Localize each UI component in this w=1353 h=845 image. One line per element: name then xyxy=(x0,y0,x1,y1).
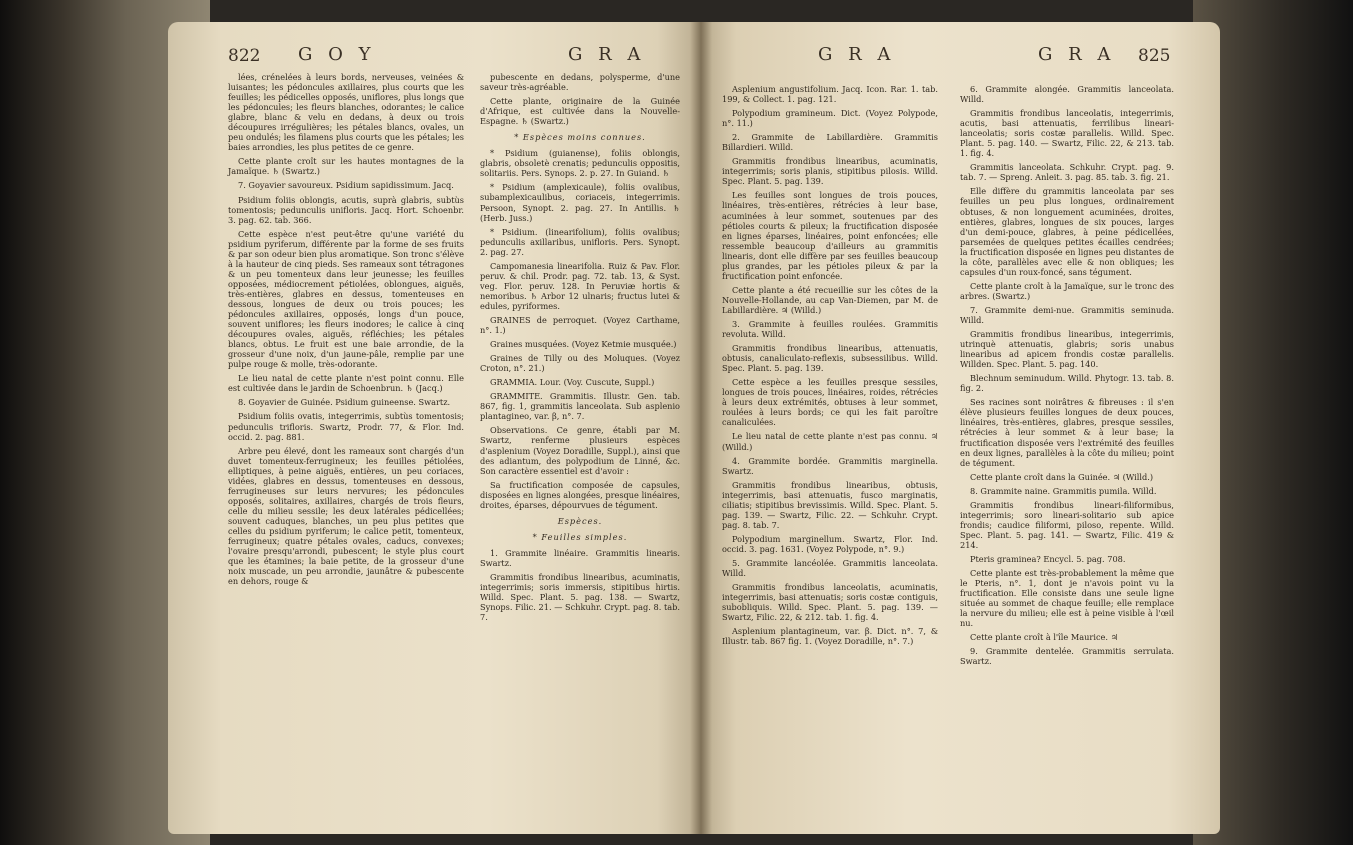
text-column-4 xyxy=(960,84,1174,824)
text-column-1 xyxy=(228,72,464,820)
paragraph: Grammitis frondibus lanceolatis, acuminatis, integerrimis, basi attenuatis; soris costæ contiguis, subobliquis. Willd. Spec. Plant. 5. pag. 139. — Swartz, Filic. 22, & 212. tab. 1. fig. 4. xyxy=(722,582,938,623)
paragraph: Les feuilles sont longues de trois pouces, linéaires, très-entières, rétrécies à leur base, acuminées à leur sommet, soutenues par des pétioles courts & pileux; la fructification disposée en lignes éparses, linéaires, point enfoncées; elle ressemble beaucoup d'ailleurs au grammitis linearis, dont elle diffère par ses feuilles beaucoup plus grandes, par les pétioles pileux & par la fructification point enfoncée. xyxy=(722,190,938,281)
paragraph: 8. Grammite naine. Grammitis pumila. Willd. xyxy=(970,485,1157,496)
paragraph: * Feuilles simples. xyxy=(532,531,628,542)
paragraph: Grammitis frondibus linearibus, acuminatis, integerrimis; soris immersis, stipitibus hirtis. Willd. Spec. Plant. 5. pag. 138. — Swartz, Synops. Filic. 21. — Schkuhr. Crypt. pag. 8. tab. 7. xyxy=(480,571,680,623)
paragraph: GRAMMIA. Lour. (Voy. Cuscute, Suppl.) xyxy=(490,377,655,388)
paragraph: * Psidium (guianense), foliis oblongis, glabris, obsoletè crenatis; pedunculis oppositis, solitariis. Pers. Synops. 2. p. 27. In Guiand. ♄ xyxy=(480,148,680,179)
paragraph: Asplenium angustifolium. Jacq. Icon. Rar. 1. tab. 199, & Collect. 1. pag. 121. xyxy=(722,84,938,105)
paragraph: GRAMMITE. Grammitis. Illustr. Gen. tab. 867, fig. 1, grammitis lanceolata. Sub asplenio plantagineo, var. β, n°. 7. xyxy=(480,391,680,422)
paragraph: Grammitis frondibus linearibus, obtusis, integerrimis, basi attenuatis, fusco marginatis, ciliatis; stipitibus brevissimis. Willd. Spec. Plant. 5. pag. 139. — Swartz, Filic. 22. — Schkuhr. Crypt. pag. 8. tab. 7. xyxy=(722,479,938,530)
paragraph: 1. Grammite linéaire. Grammitis linearis. Swartz. xyxy=(480,547,680,568)
paragraph: Cette plante croît à la Jamaïque, sur le tronc des arbres. (Swartz.) xyxy=(960,280,1174,301)
paragraph: Grammitis frondibus lineari-filiformibus, integerrimis; soro lineari-solitario sub apice frondis; caudice filiformi, piloso, repente. Willd. Spec. Plant. 5. pag. 141. — Swartz, Filic. 419 & 214. xyxy=(960,499,1174,550)
paragraph: * Psidium. (linearifolium), foliis ovalibus; pedunculis axillaribus, unifloris. Pers. Synopt. 2. pag. 27. xyxy=(480,226,680,257)
running-header-right: G R A xyxy=(818,44,896,65)
paragraph: 7. Goyavier savoureux. Psidium sapidissimum. Jacq. xyxy=(238,180,454,191)
paragraph: 8. Goyavier de Guinée. Psidium guineense. Swartz. xyxy=(238,397,451,408)
paragraph: Blechnum seminudum. Willd. Phytogr. 13. tab. 8. fig. 2. xyxy=(960,373,1174,394)
paragraph: 6. Grammite alongée. Grammitis lanceolata. Willd. xyxy=(960,84,1174,105)
running-header-left: G O Y xyxy=(298,44,376,65)
paragraph: Le lieu natal de cette plante n'est pas connu. ♃ (Willd.) xyxy=(722,431,938,452)
paragraph: Grammitis lanceolata. Schkuhr. Crypt. pag. 9. tab. 7. — Spreng. Anleit. 3. pag. 85. tab. 3. fig. 21. xyxy=(960,162,1174,183)
paragraph: Campomanesia linearifolia. Ruiz & Pav. Flor. peruv. & chil. Prodr. pag. 72. tab. 13, & Syst. veg. Flor. peruv. 128. In Peruviæ hortis & nemoribus. ♄ Arbor 12 ulnaris; fructus lutei & edules, pyriformes. xyxy=(480,260,680,311)
paragraph: Elle diffère du grammitis lanceolata par ses feuilles un peu plus longues, ordinairement obtuses, & non longuement acuminées, droites, entières, glabres, longues de six pouces, larges d'un demi-pouce, glabres, à peine pédicellées, parsemées de quelques petites écailles cendrées; la fructification disposée en lignes peu distantes de la côte, parallèles avec elle & non obliques; les capsules d'un roux-foncé, sans tégument. xyxy=(960,186,1174,277)
paragraph: 9. Grammite dentelée. Grammitis serrulata. Swartz. xyxy=(960,646,1174,667)
running-header-right-col2: G R A xyxy=(1038,44,1116,65)
paragraph: 3. Grammite à feuilles roulées. Grammitis revoluta. Willd. xyxy=(722,318,938,340)
text-column-3 xyxy=(722,84,938,824)
paragraph: Psidium foliis ovatis, integerrimis, subtùs tomentosis; pedunculis trifloris. Swartz, Prodr. 77, & Flor. Ind. occid. 2. pag. 881. xyxy=(228,411,464,442)
paragraph: Psidium foliis oblongis, acutis, suprà glabris, subtùs tomentosis; pedunculis unifloris. Jacq. Hort. Schoenbr. 3. pag. 62. tab. 366. xyxy=(228,194,464,225)
page-number-right: 825 xyxy=(1138,46,1171,66)
paragraph: GRAINES de perroquet. (Voyez Carthame, n°. 1.) xyxy=(480,314,680,336)
paragraph: Polypodium marginellum. Swartz, Flor. Ind. occid. 3. pag. 1631. (Voyez Polypode, n°. 9.) xyxy=(722,533,938,554)
paragraph: 2. Grammite de Labillardière. Grammitis Billardieri. Willd. xyxy=(722,132,938,153)
paragraph: Arbre peu élevé, dont les rameaux sont chargés d'un duvet tomenteux-ferrugineux; les feuilles pétiolées, elliptiques, à peine aiguës, entières, un peu coriaces, vidées, glabres en dessus, tomenteuses en dessous, ferrugineuses sur leurs nervures; les pédoncules opposés, solitaires, axillaires, chargés de trois fleurs, celle du milieu sessile; les deux latérales pédicellées; souvent caduques, blanches, un peu plus petites que celles du psidium pyriferum; le calice petit, tomenteux, ferrugineux; quatre pétales ovales, caducs, convexes; l'ovaire presqu'arrondi, pubescent; le style plus court que les étamines; la baie petite, de la grosseur d'une noix muscade, un peu arrondie, jaunâtre & pubescente en dehors, rouge & xyxy=(228,445,464,587)
paragraph: Graines musquées. (Voyez Ketmie musquée.) xyxy=(490,339,677,350)
paragraph: Cette plante, originaire de la Guinée d'Afrique, est cultivée dans la Nouvelle-Espagne. ♄ (Swartz.) xyxy=(480,96,680,127)
paragraph: Sa fructification composée de capsules, disposées en lignes alongées, presque linéaires, droites, éparses, dépourvues de tégument. xyxy=(480,479,680,510)
paragraph: Graines de Tilly ou des Moluques. (Voyez Croton, n°. 21.) xyxy=(480,353,680,374)
paragraph: Cette espèce n'est peut-être qu'une variété du psidium pyriferum, différente par la forme de ses fruits & par son odeur bien plus aromatique. Son tronc s'élève à la hauteur de cinq pieds. Ses rameaux sont tétragones & un peu tomenteux dans leur jeunesse; les feuilles opposées, médiocrement pétiolées, oblongues, aiguës, très-entières, glabres en dessus, tomenteuses en dessous, longues de deux ou trois pouces; les pédoncules axillaires, opposés, longs d'un pouce, souvent uniflores; les fleurs inodores; le calice à cinq découpures ovales, aiguës, réfléchies; les pétales blancs, obtus. Le fruit est une baie arrondie, de la grosseur d'une noix, d'un jaune-pâle, remplie par une pulpe rouge & molle, très-odorante. xyxy=(228,228,464,370)
paragraph: * Psidium (amplexicaule), foliis ovalibus, subamplexicaulibus, coriaceis, integerrimis. Persoon, Synopt. 2. pag. 27. In Antillis. ♄ (Herb. Juss.) xyxy=(480,182,680,223)
paragraph: Cette plante croît à l'île Maurice. ♃ xyxy=(970,632,1118,643)
paragraph: * Espèces moins connues. xyxy=(514,132,646,143)
paragraph: Pteris graminea? Encycl. 5. pag. 708. xyxy=(970,553,1126,564)
paragraph: Grammitis frondibus linearibus, acuminatis, integerrimis; soris planis, stipitibus pilosis. Willd. Spec. Plant. 5. pag. 139. xyxy=(722,156,938,187)
paragraph: Observations. Ce genre, établi par M. Swartz, renferme plusieurs espèces d'asplenium (Voyez Doradille, Suppl.), ainsi que des adiantum, des polypodium de Linné, &c. Son caractère essentiel est d'avoir : xyxy=(480,425,680,476)
paragraph: Asplenium plantagineum, var. β. Dict. n°. 7, & Illustr. tab. 867 fig. 1. (Voyez Doradille, n°. 7.) xyxy=(722,626,938,647)
paragraph: Grammitis frondibus linearibus, integerrimis, utrinquè attenuatis, glabris; soris unabus linearibus ad apicem frondis costæ parallelis. Willden. Spec. Plant. 5. pag. 140. xyxy=(960,329,1174,370)
paragraph: 5. Grammite lancéolée. Grammitis lanceolata. Willd. xyxy=(722,557,938,579)
paragraph: Grammitis frondibus lanceolatis, integerrimis, acutis, basi attenuatis, ferrilibus lineari-lanceolatis; soris costæ parallelis. Willd. Spec. Plant. 5. pag. 140. — Swartz, Filic. 22, & 213. tab. 1. fig. 4. xyxy=(960,108,1174,159)
running-header-left-col2: G R A xyxy=(568,44,646,65)
paragraph: Le lieu natal de cette plante n'est point connu. Elle est cultivée dans le jardin de Schoenbrun. ♄ (Jacq.) xyxy=(228,373,464,394)
paragraph: Cette plante a été recueillie sur les côtes de la Nouvelle-Hollande, au cap Van-Diemen, par M. de Labillardière. ♃ (Willd.) xyxy=(722,284,938,315)
paragraph: 7. Grammite demi-nue. Grammitis seminuda. Willd. xyxy=(960,304,1174,325)
paragraph: Cette espèce a les feuilles presque sessiles, longues de trois pouces, linéaires, roides, rétrécies à leurs deux extrémités, obtuses à leur sommet, roulées à leurs bords; ce qui les fait paroître canaliculées. xyxy=(722,377,938,428)
paragraph: Cette plante est très-probablement la même que le Pteris, n°. 1, dont je n'avois point vu la fructification. Elle consiste dans une seule ligne située au sommet de chaque feuille; elle remplace la nervure du milieu; elle est à peine visible à l'œil nu. xyxy=(960,568,1174,629)
paragraph: lées, crénelées à leurs bords, nerveuses, veinées & luisantes; les pédoncules axillaires, plus courts que les feuilles; les pédicelles opposés, uniflores, plus longs que les pédoncules; les fleurs blanches, odorantes; le calice glabre, blanc & velu en dedans, à deux ou trois découpures irrégulières; les pétales blancs, ovales, un peu ondulés; les filamens plus courts que les pétales; les baies arrondies, les plus petites de ce genre. xyxy=(228,72,464,153)
paragraph: pubescente en dedans, polysperme, d'une saveur très-agréable. xyxy=(480,72,680,93)
page-number-left: 822 xyxy=(228,46,261,66)
text-column-2 xyxy=(480,72,680,820)
paragraph: Grammitis frondibus linearibus, attenuatis, obtusis, canaliculato-reflexis, subsessilibus. Willd. Spec. Plant. 5. pag. 139. xyxy=(722,343,938,374)
paragraph: Cette plante croît sur les hautes montagnes de la Jamaïque. ♄ (Swartz.) xyxy=(228,156,464,177)
paragraph: 4. Grammite bordée. Grammitis marginella. Swartz. xyxy=(722,455,938,476)
paragraph: Espèces. xyxy=(557,515,603,526)
book-gutter xyxy=(690,22,712,834)
paragraph: Polypodium gramineum. Dict. (Voyez Polypode, n°. 11.) xyxy=(722,108,938,129)
paragraph: Cette plante croît dans la Guinée. ♃ (Willd.) xyxy=(970,471,1154,482)
paragraph: Ses racines sont noirâtres & fibreuses : il s'en élève plusieurs feuilles longues de deux pouces, linéaires, très-entières, glabres, presque sessiles, rétrécies à leur sommet & à leur base; la fructification disposée vers l'extrémité des feuilles en deux lignes, parallèles à la côte du milieu; point de tégument. xyxy=(960,397,1174,468)
